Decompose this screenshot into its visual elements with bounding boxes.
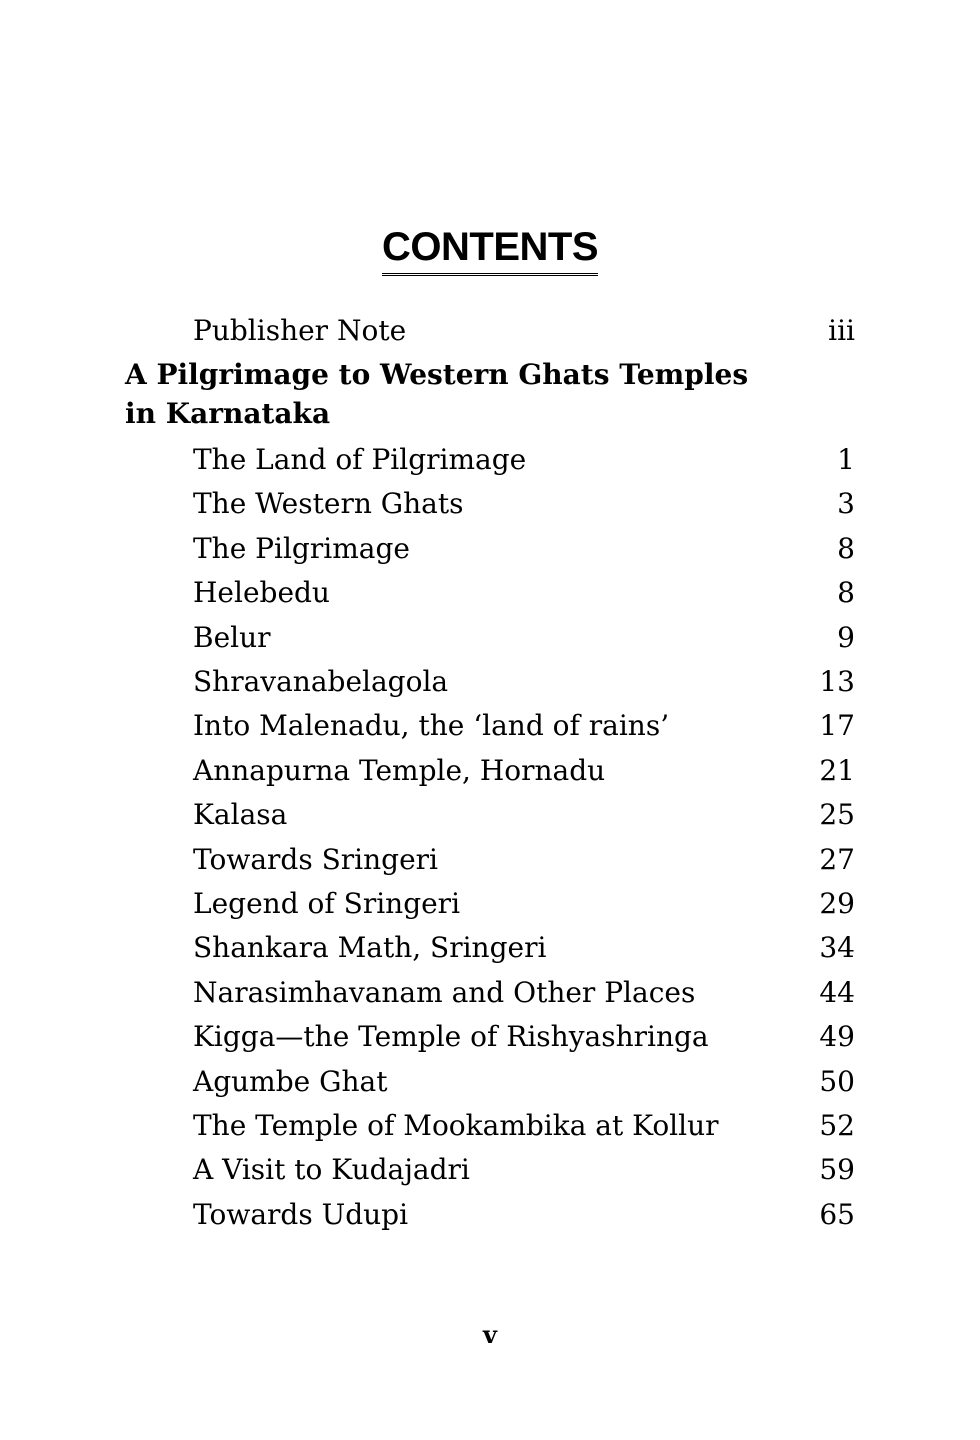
toc-entry-title: Agumbe Ghat	[193, 1064, 388, 1098]
toc-entry-page: 21	[819, 753, 855, 787]
toc-entry-title: The Land of Pilgrimage	[193, 443, 527, 476]
toc-entry-page: 25	[819, 798, 855, 832]
part-heading-line-1[interactable]: A Pilgrimage to Western Ghats Temples	[125, 358, 749, 391]
toc-entry-title: The Temple of Mookambika at Kollur	[193, 1109, 719, 1142]
toc-entry-page: 1	[837, 443, 855, 476]
page-number: v	[483, 1320, 497, 1349]
toc-entry[interactable]	[0, 704, 980, 748]
toc-entry-page: 49	[819, 1020, 855, 1054]
toc-entry[interactable]	[0, 438, 980, 482]
toc-entry[interactable]	[0, 1148, 980, 1192]
toc-entry-page: 8	[837, 531, 855, 565]
toc-entry[interactable]	[0, 749, 980, 793]
toc-entry-page: 44	[819, 975, 855, 1009]
toc-entry[interactable]	[0, 926, 980, 970]
toc-entry[interactable]	[0, 1015, 980, 1059]
toc-entry[interactable]	[0, 882, 980, 926]
toc-entry-title: Narasimhavanam and Other Places	[193, 975, 696, 1009]
toc-entry-publisher-note[interactable]	[0, 309, 980, 353]
toc-entry-page: 8	[837, 576, 855, 610]
toc-entry[interactable]	[0, 660, 980, 704]
toc-entry-page: iii	[828, 314, 855, 347]
toc-entry[interactable]	[0, 1104, 980, 1148]
toc-entry-page: 34	[819, 931, 855, 965]
toc-entry[interactable]	[0, 571, 980, 615]
toc-entry-page: 29	[819, 887, 855, 920]
toc-entry-title: Towards Udupi	[193, 1197, 409, 1231]
toc-entry-title: Kalasa	[193, 798, 288, 832]
toc-entry[interactable]	[0, 527, 980, 571]
toc-entry-title: Publisher Note	[193, 314, 407, 347]
toc-entry[interactable]	[0, 793, 980, 837]
toc-entry-page: 59	[819, 1153, 855, 1187]
page-title	[0, 222, 980, 276]
toc-entry[interactable]	[0, 1060, 980, 1104]
toc-entry-title: Shankara Math, Sringeri	[193, 931, 547, 965]
toc-entry-page: 17	[819, 709, 855, 743]
part-heading-line-2[interactable]: in Karnataka	[125, 397, 331, 430]
toc-entry-title: Belur	[193, 620, 271, 654]
toc-entry-title: The Pilgrimage	[193, 531, 410, 565]
toc-entry-page: 9	[837, 620, 855, 654]
toc-entry-title: Into Malenadu, the ‘land of rains’	[193, 709, 670, 743]
toc-entry-title: Legend of Sringeri	[193, 887, 461, 920]
toc-entry-page: 50	[819, 1064, 855, 1098]
toc-entry[interactable]	[0, 838, 980, 882]
toc-entry-page: 27	[819, 842, 855, 876]
page-title-text: CONTENTS	[382, 222, 598, 276]
toc-entry-title: Towards Sringeri	[193, 842, 438, 876]
toc-entry[interactable]	[0, 1193, 980, 1237]
toc-entry[interactable]	[0, 616, 980, 660]
toc-entry-title: A Visit to Kudajadri	[193, 1153, 470, 1187]
toc-entry-page: 65	[819, 1197, 855, 1231]
toc-entry-title: Annapurna Temple, Hornadu	[193, 753, 606, 787]
toc-entry[interactable]	[0, 971, 980, 1015]
toc-entry-title: Helebedu	[193, 576, 330, 610]
toc-entry-page: 13	[819, 665, 855, 698]
toc-entry-page: 52	[819, 1109, 855, 1142]
toc-entry-page: 3	[837, 487, 855, 521]
toc-entry-title: The Western Ghats	[193, 487, 464, 521]
toc-entry-title: Shravanabelagola	[193, 665, 449, 698]
toc-entry[interactable]	[0, 482, 980, 526]
toc-entry-title: Kigga—the Temple of Rishyashringa	[193, 1020, 709, 1054]
